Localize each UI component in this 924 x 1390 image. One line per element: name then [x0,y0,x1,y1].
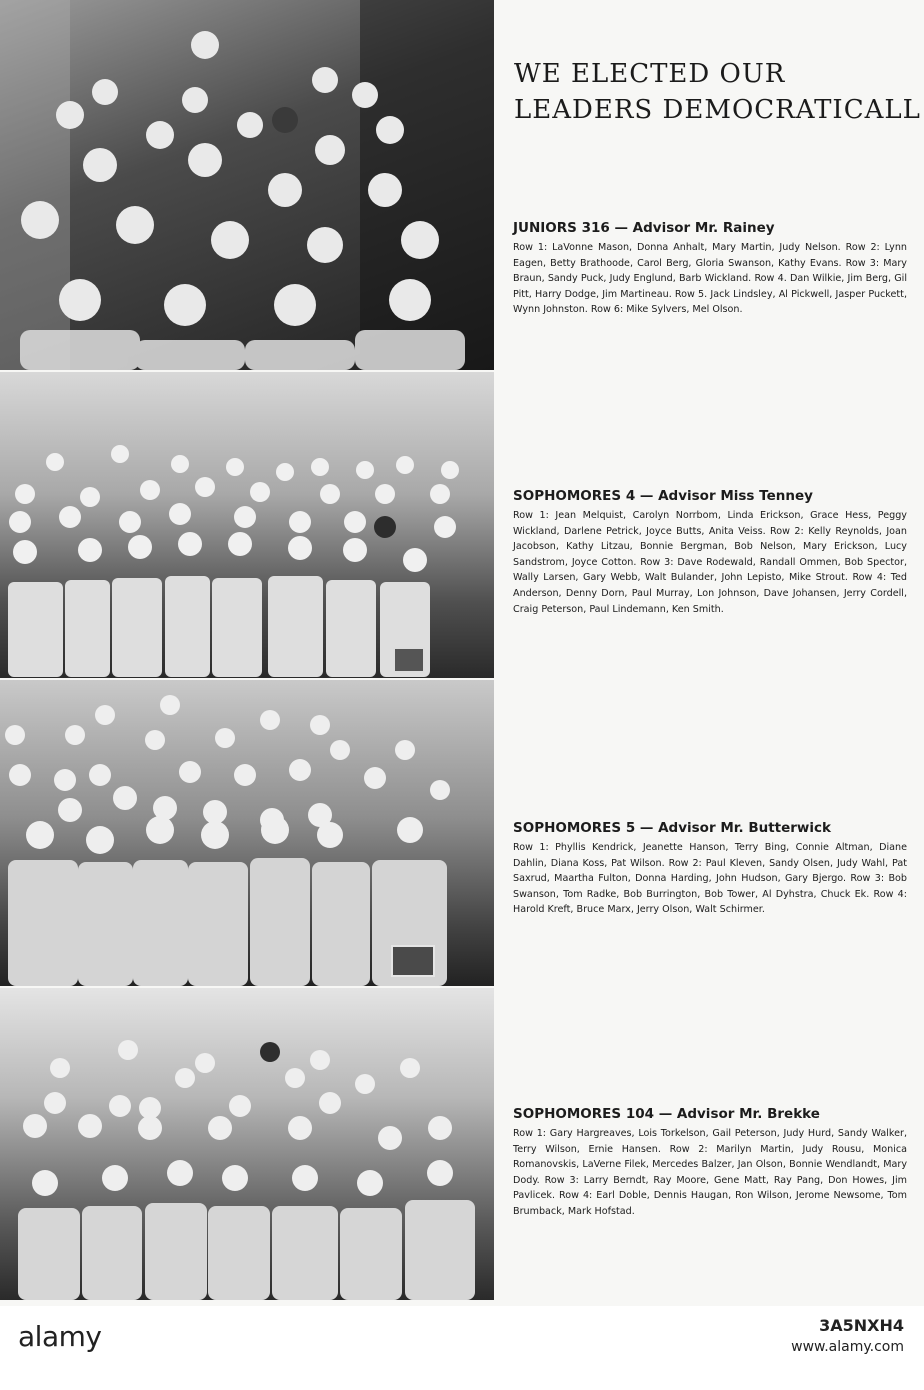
caption-title: JUNIORS 316 — Advisor Mr. Rainey [513,220,775,236]
caption-body: Row 1: Jean Melquist, Carolyn Norrbom, Linda Erickson, Grace Hess, Peggy Wickland, Darlene Petrick, Joyce Butts, Anita Veiss. Row 2: Kelly Reynolds, Joan Jacobson, Kathy Litzau, Bonnie Bergman, Bob Nelson, Mary Erickson, Lucy Sandstrom, Joyce Cotton. Row 3: Dave Rodewald, Randall Ommen, Bob Spector, Wally Larsen, Gary Webb, Walt Bulander, John Lepisto, Mike Strout. Row 4: Ted Anderson, Denny Dorn, Paul Murray, Lon Johnson, Dave Johansen, Jerry Cordell, Craig Peterson, Paul Lindemann, Ken Smith. [513,510,907,615]
class-photo-sophomores-4 [0,372,494,678]
caption-body: Row 1: LaVonne Mason, Donna Anhalt, Mary Martin, Judy Nelson. Row 2: Lynn Eagen, Betty Brathoode, Carol Berg, Gloria Swanson, Kathy Evans. Row 3: Mary Braun, Sandy Puck, Judy Englund, Barb Wickland. Row 4. Dan Wilkie, Jim Berg, Gil Pitt, Harry Dodge, Jim Martineau. Row 5. Jack Lindsley, Al Pickwell, Jasper Puckett, Wynn Johnston. Row 6: Mike Sylvers, Mel Olson. [513,242,907,316]
caption-sophomores-104 [513,1106,907,1220]
class-photo-figures [0,372,494,678]
class-photo-figures [0,0,494,370]
headline-line-2: LEADERS DEMOCRATICALL [514,95,921,125]
class-photo-sophomores-104 [0,988,494,1300]
caption-title: SOPHOMORES 5 — Advisor Mr. Butterwick [513,820,832,836]
stock-footer [0,1306,924,1390]
caption-title: SOPHOMORES 4 — Advisor Miss Tenney [513,488,813,504]
image-id: 3A5NXH4 [819,1316,904,1335]
image-reference [791,1316,904,1355]
caption-sophomores-5 [513,820,907,918]
site-url-link[interactable]: www.alamy.com [791,1339,904,1355]
caption-sophomores-4 [513,488,907,617]
class-photo-figures [0,988,494,1300]
page-headline [514,56,924,128]
class-photo-juniors-316 [0,0,494,370]
class-photo-sophomores-5 [0,680,494,986]
class-photo-figures [0,680,494,986]
caption-body: Row 1: Phyllis Kendrick, Jeanette Hanson, Terry Bing, Connie Altman, Diane Dahlin, Diana Koss, Pat Wilson. Row 2: Paul Kleven, Sandy Olsen, Judy Wahl, Pat Saxrud, Maartha Fulton, Donna Harding, John Hudson, Gary Bjergo. Row 3: Bob Swanson, Tom Radke, Bob Burrington, Bob Tower, Al Dyhstra, Chuck Ek. Row 4: Harold Kreft, Bruce Marx, Jerry Olson, Walt Schirmer. [513,842,907,916]
caption-body: Row 1: Gary Hargreaves, Lois Torkelson, Gail Peterson, Judy Hurd, Sandy Walker, Terry Wilson, Ernie Hansen. Row 2: Marilyn Martin, Judy Rousu, Monica Romanovskis, LaVerne Filek, Mercedes Balzer, Jan Olson, Bonnie Wendlandt, Mary Dody. Row 3: Larry Berndt, Ray Moore, Gene Matt, Ray Pang, Don Howes, Jim Pavlicek. Row 4: Earl Doble, Dennis Haugan, Ron Wilson, Jerome Newsome, Tom Brumback, Mark Hofstad. [513,1128,907,1217]
brand-logo[interactable]: alamy [18,1320,102,1353]
caption-juniors-316 [513,220,907,318]
caption-title: SOPHOMORES 104 — Advisor Mr. Brekke [513,1106,820,1122]
headline-line-1: WE ELECTED OUR [514,59,786,89]
